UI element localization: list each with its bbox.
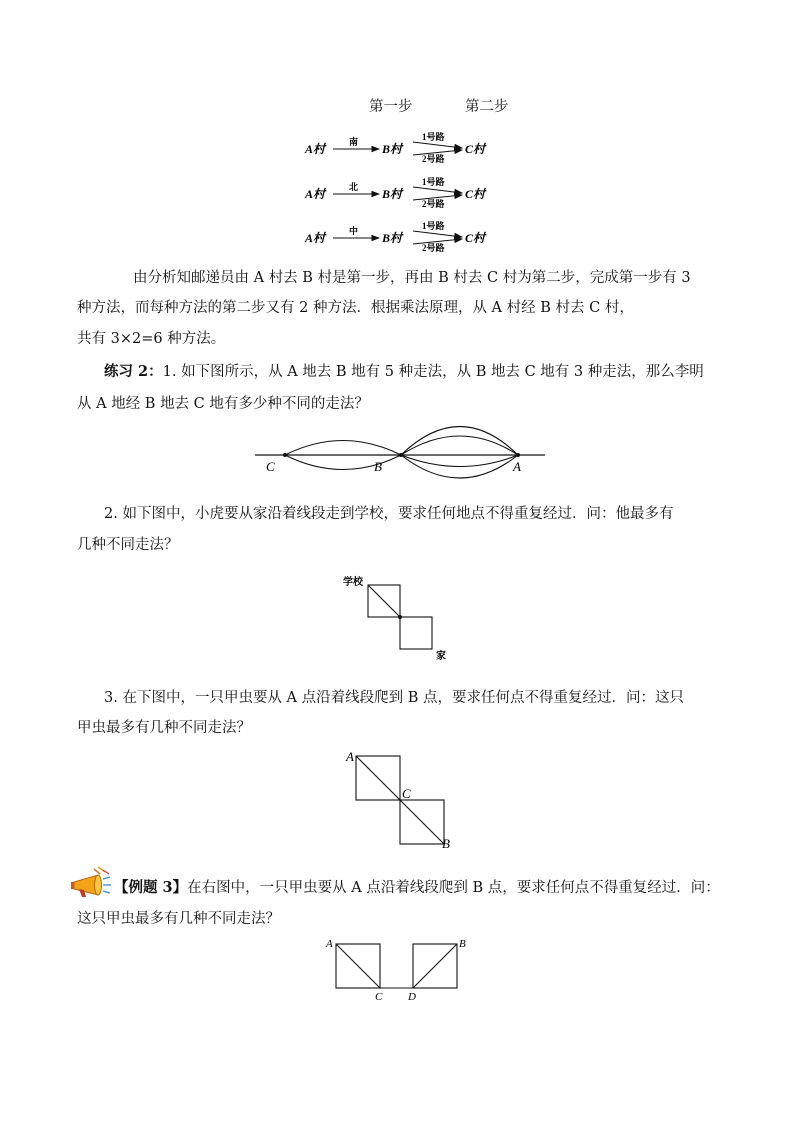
route-row — [304, 176, 487, 209]
via-label: B村 — [382, 142, 403, 156]
point-b-label: B — [442, 836, 450, 851]
practice2-q1-line2: 从 A 地经 B 地去 C 地有多少种不同的走法？ — [77, 396, 369, 412]
point-c-label: C — [266, 459, 275, 474]
route1-label: 1号路 — [422, 221, 445, 231]
beetle-path-diagram — [340, 745, 460, 853]
route-row — [304, 220, 487, 253]
home-label: 家 — [436, 651, 446, 662]
point-c-label: C — [375, 991, 383, 1003]
step2-header: 第二步 — [465, 99, 509, 115]
route2-label: 2号路 — [422, 243, 445, 253]
to-label: C村 — [465, 142, 486, 156]
route1-label: 1号路 — [422, 132, 445, 142]
route2-label: 2号路 — [422, 199, 445, 209]
from-label: A村 — [305, 187, 326, 201]
direction-label: 北 — [349, 182, 359, 192]
q3-line1: 3. 在下图中，一只甲虫要从 A 点沿着线段爬到 B 点，要求任何点不得重复经过．问：这只 — [104, 690, 685, 706]
point-b-label: B — [459, 938, 466, 950]
direction-label: 南 — [349, 137, 359, 147]
analysis-line-1: 由分析知邮递员由 A 村去 B 村是第一步，再由 B 村去 C 村为第二步，完成第一步有 3 — [133, 270, 691, 286]
point-a-label: A — [513, 459, 521, 474]
q2-line2: 几种不同走法？ — [77, 537, 179, 553]
example3-line2: 这只甲虫最多有几种不同走法？ — [77, 911, 280, 927]
q3-line2: 甲虫最多有几种不同走法？ — [77, 720, 251, 736]
q2-line1: 2. 如下图中，小虎要从家沿着线段走到学校，要求任何地点不得重复经过．问：他最多有 — [104, 506, 674, 522]
to-label: C村 — [465, 231, 486, 245]
example3-line1 — [114, 874, 720, 902]
via-label: B村 — [382, 187, 403, 201]
q1-text: 1. 如下图所示，从 A 地去 B 地有 5 种走法，从 B 地去 C 地有 3 种走法，那么李明 — [162, 364, 704, 380]
practice2-label: 练习 2： — [104, 363, 163, 380]
to-label: C村 — [465, 187, 486, 201]
point-a-label: A — [346, 749, 354, 764]
school-home-diagram — [340, 570, 460, 662]
school-label: 学校 — [343, 577, 363, 588]
analysis-line-3: 共有 3×2=6 种方法。 — [77, 331, 226, 347]
via-label: B村 — [382, 231, 403, 245]
step1-header: 第一步 — [369, 99, 413, 115]
practice2-q1-line1 — [104, 358, 704, 386]
point-d-label: D — [408, 991, 416, 1003]
example3-label: 【例题 3】 — [114, 879, 188, 896]
point-b-label: B — [374, 459, 382, 474]
from-label: A村 — [305, 231, 326, 245]
point-c-label: C — [402, 786, 411, 801]
from-label: A村 — [305, 142, 326, 156]
megaphone-icon — [70, 866, 114, 900]
example3-diagram — [322, 936, 472, 1004]
route1-label: 1号路 — [422, 177, 445, 187]
route-diagram — [295, 128, 505, 256]
analysis-line-2: 种方法，而每种方法的第二步又有 2 种方法．根据乘法原理，从 A 村经 B 村去 C 村， — [77, 300, 634, 316]
example3-text: 在右图中，一只甲虫要从 A 点沿着线段爬到 B 点，要求任何点不得重复经过．问： — [187, 880, 720, 896]
point-a-label: A — [326, 938, 333, 950]
route2-label: 2号路 — [422, 154, 445, 164]
direction-label: 中 — [349, 226, 359, 236]
route-row — [304, 131, 487, 164]
path-diagram-cba — [255, 425, 545, 480]
